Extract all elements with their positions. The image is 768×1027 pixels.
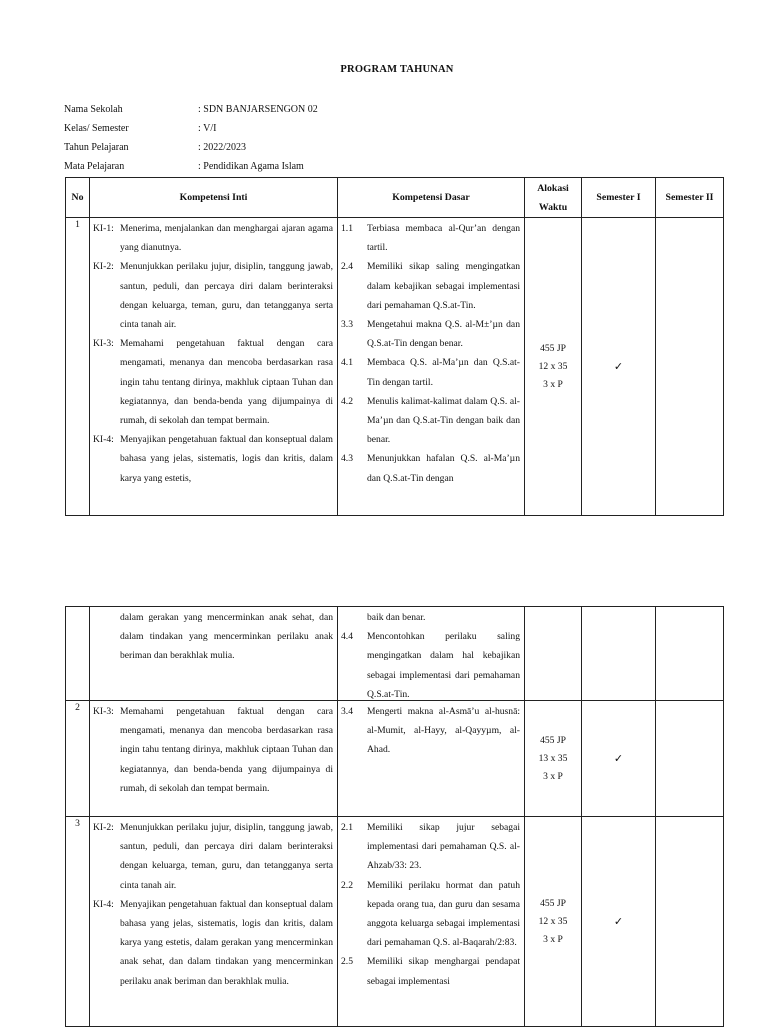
info-label: Tahun Pelajaran (64, 142, 129, 153)
semester-2-cell (656, 607, 724, 701)
ki-cell (90, 817, 338, 1027)
kd-entry (341, 315, 520, 353)
ki-cell (90, 701, 338, 817)
ki-entry (93, 430, 333, 488)
header-alokasi (525, 178, 582, 218)
info-row-class (64, 119, 318, 138)
row-number: 2 (66, 701, 90, 817)
info-value: : V/I (198, 123, 217, 134)
ki-code: KI-2: (93, 822, 114, 833)
check-icon: ✓ (613, 753, 624, 765)
ki-code: KI-3: (93, 706, 114, 717)
kd-list (341, 608, 520, 700)
kd-code: 4.3 (341, 453, 353, 465)
kd-code: 3.3 (341, 319, 353, 331)
kd-code: 3.4 (341, 706, 353, 717)
kd-code: 4.4 (341, 631, 353, 643)
kd-entry (341, 627, 520, 700)
ki-code: KI-1: (93, 223, 114, 234)
kd-code: 2.5 (341, 956, 353, 968)
semester-1-cell (582, 817, 656, 1027)
ki-entry (93, 818, 333, 895)
kd-entry (341, 876, 520, 953)
table-row (66, 218, 724, 516)
info-row-school (64, 100, 318, 119)
ki-text: Menyajikan pengetahuan faktual dan konseptual dalam bahasa yang jelas, sistematis, logis dan kritis, dalam karya yang estetis, dalam gerakan yang mencerminkan anak sehat, dan dalam tindakan yang mencerminkan perilaku anak beriman dan berakhlak mulia. (120, 898, 333, 987)
ki-text: Menunjukkan perilaku jujur, disiplin, tanggung jawab, santun, peduli, dan percaya diri dalam berinteraksi dengan keluarga, teman, guru, dan tetangganya serta cinta tanah air. (120, 822, 333, 891)
row-number (66, 607, 90, 701)
ki-text: Menerima, menjalankan dan menghargai ajaran agama yang dianutnya. (120, 223, 333, 254)
kd-code (341, 608, 367, 627)
alokasi-weeks: 13 x 35 (538, 752, 568, 764)
info-value: : 2022/2023 (198, 142, 247, 153)
kd-text: baik dan benar. (367, 612, 426, 623)
kd-entry (341, 608, 520, 627)
ki-cell (90, 607, 338, 701)
ki-text: Memahami pengetahuan faktual dengan cara mengamati, menanya dan mencoba berdasarkan rasa ingin tahu tentang dirinya, makhluk ciptaan Tuhan dan kegiatannya, dan benda-benda yang dijumpainya di rumah, di sekolah dan tempat bermain. (120, 338, 333, 427)
ki-entry (93, 702, 333, 798)
alokasi-meetings: 3 x P (543, 933, 563, 945)
table-row (66, 701, 724, 817)
info-label: Kelas/ Semester (64, 123, 129, 134)
ki-list (93, 818, 333, 1026)
page-title: PROGRAM TAHUNAN (340, 64, 454, 75)
ki-text: Menunjukkan perilaku jujur, disiplin, tanggung jawab, santun, peduli, dan percaya diri dalam berinteraksi dengan keluarga, teman, guru, dan tetangganya serta cinta tanah air. (120, 261, 333, 331)
alokasi-cell (525, 817, 582, 1027)
kd-text: Menulis kalimat-kalimat dalam Q.S. al-Ma’µn dan Q.S.at-Tin dengan baik dan benar. (367, 395, 520, 446)
ki-code: KI-3: (93, 338, 114, 350)
ki-code: KI-2: (93, 261, 114, 273)
ki-code: KI-4: (93, 898, 114, 910)
kd-entry (341, 392, 520, 450)
semester-2-cell (656, 817, 724, 1027)
kd-list (341, 219, 520, 515)
header-alokasi-line2: Waktu (538, 201, 568, 213)
kd-text: Mengetahui makna Q.S. al-M±’µn dan Q.S.at-Tin dengan benar. (367, 319, 520, 350)
kd-entry (341, 353, 520, 391)
header-alokasi-line1: Alokasi (537, 182, 569, 194)
info-label: Mata Pelajaran (64, 161, 125, 172)
kd-cell (338, 218, 525, 516)
kd-code: 1.1 (341, 223, 353, 234)
ki-entry (93, 219, 333, 257)
kd-entry (341, 818, 520, 876)
program-table-part-2 (65, 606, 724, 1027)
kd-text: Memiliki sikap jujur sebagai implementasi dari pemahaman Q.S. al- Ahzab/33: 23. (367, 822, 520, 872)
kd-text: Terbiasa membaca al-Qur’an dengan tartil. (367, 223, 520, 254)
kd-text: Memiliki perilaku hormat dan patuh kepada orang tua, dan guru dan sesama anggota keluarga sebagai implementasi dari pemahaman Q.S. al-Baqarah/2:83. (367, 879, 520, 949)
row-number: 1 (66, 218, 90, 516)
ki-text: Menyajikan pengetahuan faktual dan konseptual dalam bahasa yang jelas, sistematis, logis dan kritis, dalam karya yang estetis, (120, 434, 333, 484)
kd-entry (341, 219, 520, 257)
alokasi-jp: 455 JP (540, 342, 566, 354)
kd-code: 4.2 (341, 395, 353, 407)
alokasi-jp: 455 JP (540, 734, 566, 746)
kd-text: Menunjukkan hafalan Q.S. al-Ma’µn dan Q.S.at-Tin dengan (367, 453, 520, 484)
ki-entry (93, 895, 333, 991)
check-icon: ✓ (613, 916, 624, 928)
kd-text: Memiliki sikap menghargai pendapat sebagai implementasi (367, 956, 520, 987)
alokasi-weeks: 12 x 35 (538, 915, 568, 927)
header-semester-2: Semester II (656, 178, 724, 218)
table-row (66, 607, 724, 701)
kd-text: Mengerti makna al-Asmā’u al-husnā: al-Mumit, al-Hayy, al-Qayyµm, al-Ahad. (367, 706, 520, 756)
ki-list (93, 219, 333, 515)
header-no: No (66, 178, 90, 218)
ki-list (93, 608, 333, 700)
alokasi-meetings: 3 x P (543, 378, 563, 390)
school-info (64, 100, 318, 176)
kd-code: 2.1 (341, 822, 353, 833)
semester-2-cell (656, 218, 724, 516)
kd-entry (341, 702, 520, 760)
kd-text: Membaca Q.S. al-Ma’µn dan Q.S.at-Tin dengan tartil. (367, 357, 520, 388)
ki-code: KI-4: (93, 434, 114, 446)
kd-entry (341, 257, 520, 315)
info-label: Nama Sekolah (64, 104, 123, 115)
alokasi-cell (525, 607, 582, 701)
table-header-row (66, 178, 724, 218)
info-row-subject (64, 157, 318, 176)
alokasi-weeks: 12 x 35 (538, 360, 568, 372)
check-icon: ✓ (613, 361, 624, 373)
info-row-year (64, 138, 318, 157)
kd-entry (341, 952, 520, 990)
semester-1-cell (582, 701, 656, 817)
ki-entry (93, 608, 333, 666)
semester-2-cell (656, 701, 724, 817)
ki-entry (93, 257, 333, 334)
kd-text: Mencontohkan perilaku saling mengingatkan dalam hal kebajikan sebagai implementasi dari pemahaman Q.S.at-Tin. (367, 631, 520, 700)
kd-code: 2.4 (341, 261, 353, 273)
kd-list (341, 818, 520, 1026)
ki-code (93, 608, 120, 666)
kd-code: 2.2 (341, 879, 353, 891)
kd-cell (338, 817, 525, 1027)
kd-code: 4.1 (341, 357, 353, 369)
semester-1-cell (582, 607, 656, 701)
table-row (66, 817, 724, 1027)
ki-text: dalam gerakan yang mencerminkan anak sehat, dan dalam tindakan yang mencerminkan perilaku anak beriman dan berakhlak mulia. (120, 612, 333, 662)
info-value: : Pendidikan Agama Islam (198, 161, 304, 172)
info-value: : SDN BANJARSENGON 02 (198, 104, 318, 115)
kd-cell (338, 607, 525, 701)
row-number: 3 (66, 817, 90, 1027)
alokasi-cell (525, 218, 582, 516)
kd-entry (341, 449, 520, 487)
program-table-part-1 (65, 177, 724, 516)
ki-entry (93, 334, 333, 430)
header-semester-1: Semester I (582, 178, 656, 218)
header-kd: Kompetensi Dasar (338, 178, 525, 218)
header-ki: Kompetensi Inti (90, 178, 338, 218)
ki-cell (90, 218, 338, 516)
kd-cell (338, 701, 525, 817)
alokasi-cell (525, 701, 582, 817)
alokasi-jp: 455 JP (540, 897, 566, 909)
ki-text: Memahami pengetahuan faktual dengan cara mengamati, menanya dan mencoba berdasarkan rasa ingin tahu tentang dirinya, makhluk ciptaan Tuhan dan kegiatannya, dan benda-benda yang dijumpainya di rumah, di sekolah dan tempat bermain. (120, 706, 333, 794)
alokasi-meetings: 3 x P (543, 770, 563, 782)
kd-text: Memiliki sikap saling mengingatkan dalam kebajikan sebagai implementasi dari pemahaman Q.S.at-Tin. (367, 261, 520, 311)
semester-1-cell (582, 218, 656, 516)
